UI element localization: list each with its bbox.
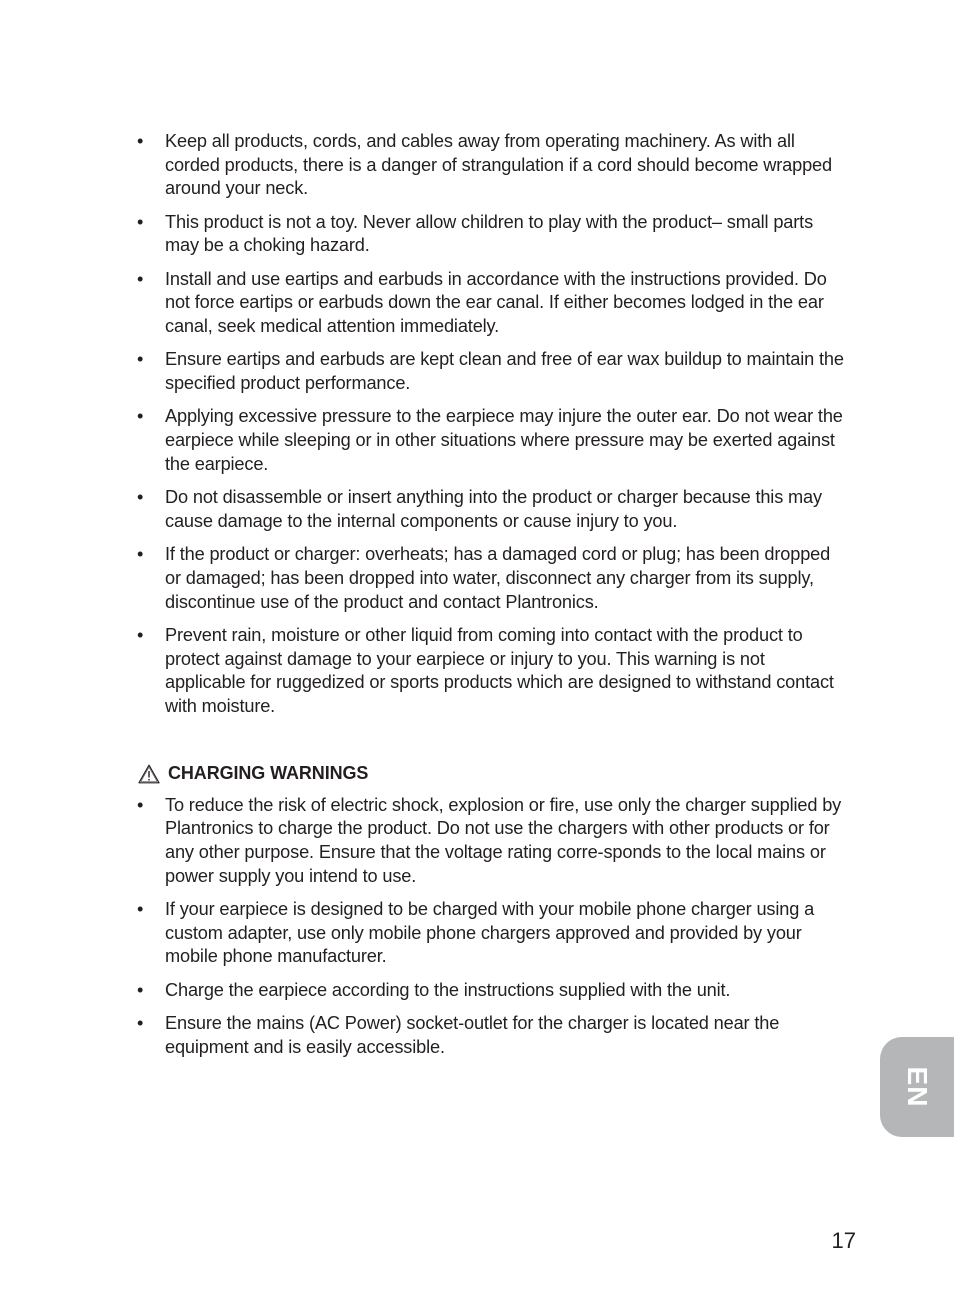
charging-warnings-heading <box>137 762 847 786</box>
bullet-icon: • <box>137 211 144 232</box>
list-item: • To reduce the risk of electric shock, explosion or fire, use only the charger supplied by Plantronics to charge the product. Do not use the chargers with other products or for any other purpose. Ensure that the voltage rating corre-sponds to the local mains or power supply you intend to use. <box>137 794 842 886</box>
bullet-icon: • <box>137 406 144 427</box>
list-item: • Keep all products, cords, and cables away from operating machinery. As with all corded products, there is a danger of strangulation if a cord should become wrapped around your neck. <box>137 131 832 199</box>
bullet-icon: • <box>137 624 144 645</box>
bullet-icon: • <box>137 268 144 289</box>
page-content <box>137 130 847 1069</box>
list-item: • Charge the earpiece according to the instructions supplied with the unit. <box>137 979 847 1003</box>
bullet-icon: • <box>137 979 144 1000</box>
bullet-icon: • <box>137 899 144 920</box>
list-item: • This product is not a toy. Never allow children to play with the product– small parts may be a choking hazard. <box>137 211 814 256</box>
warning-triangle-icon <box>138 764 160 784</box>
list-item: • If your earpiece is designed to be charged with your mobile phone charger using a custom adapter, use only mobile phone chargers approved and provided by your mobile phone manufacturer. <box>137 899 815 967</box>
bullet-icon: • <box>137 544 144 565</box>
safety-list <box>137 130 847 719</box>
page-number: 17 <box>831 1228 856 1253</box>
list-item: • Do not disassemble or insert anything into the product or charger because this may cause damage to the internal components or cause injury to you. <box>137 487 822 531</box>
bullet-icon: • <box>137 131 144 151</box>
charging-list <box>137 794 847 1060</box>
bullet-icon: • <box>137 794 144 815</box>
list-item: • Install and use eartips and earbuds in accordance with the instructions provided. Do not force eartips or earbuds down the ear canal. If either becomes lodged in the ear canal, seek medical attention immediately. <box>137 268 827 337</box>
list-item: • Ensure eartips and earbuds are kept clean and free of ear wax buildup to maintain the specified product performance. <box>137 349 844 394</box>
bullet-icon: • <box>137 1013 144 1034</box>
list-item: • Applying excessive pressure to the earpiece may injure the outer ear. Do not wear the earpiece while sleeping or in other situations where pressure may be exerted against the earpiece. <box>137 406 843 474</box>
list-item: • Prevent rain, moisture or other liquid from coming into contact with the product to protect against damage to your earpiece or injury to you. This warning is not applicable for ruggedized or sports products which are designed to withstand contact with moisture. <box>137 624 834 716</box>
section-title: CHARGING WARNINGS <box>168 763 369 784</box>
list-item: • Ensure the mains (AC Power) socket-outlet for the charger is located near the equipment and is easily accessible. <box>137 1013 780 1057</box>
language-label: EN <box>902 1066 933 1108</box>
bullet-icon: • <box>137 349 144 370</box>
bullet-icon: • <box>137 487 144 508</box>
list-item: • If the product or charger: overheats; has a damaged cord or plug; has been dropped or damaged; has been dropped into water, disconnect any charger from its supply, discontinue use of the product and contact Plantronics. <box>137 544 831 612</box>
